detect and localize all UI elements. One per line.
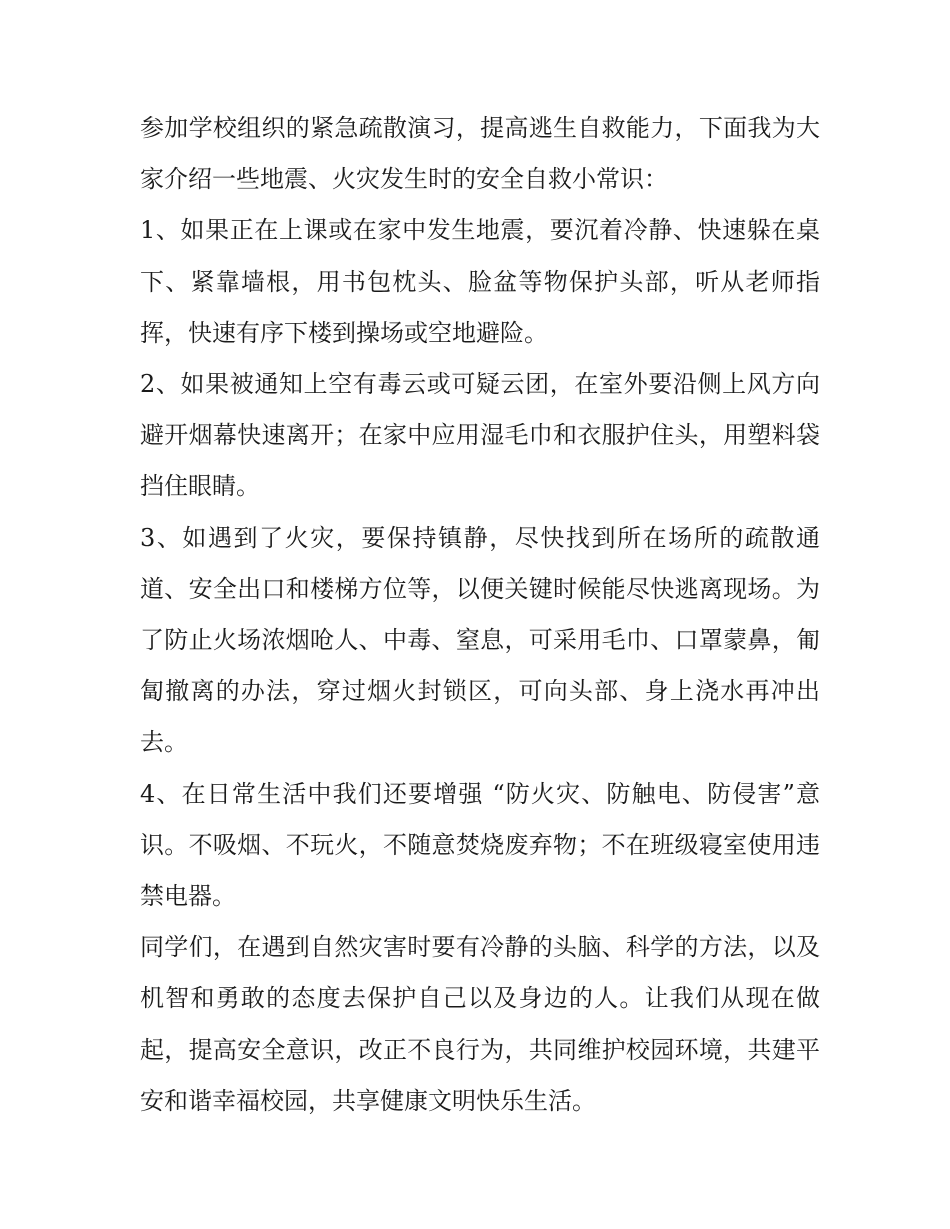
paragraph-toxic-cloud: 2、如果被通知上空有毒云或可疑云团，在室外要沿侧上风方向避开烟幕快速离开；在家中应用湿毛巾和衣服护住头，用塑料袋挡住眼睛。 (140, 370, 820, 501)
document-body (140, 103, 820, 1127)
paragraph-conclusion: 同学们，在遇到自然灾害时要有冷静的头脑、科学的方法，以及机智和勇敢的态度去保护自己以及身边的人。让我们从现在做起，提高安全意识，改正不良行为，共同维护校园环境，共建平安和谐幸福校园，共享健康文明快乐生活。 (140, 933, 820, 1115)
paragraph-intro: 参加学校组织的紧急疏散演习，提高逃生自救能力，下面我为大家介绍一些地震、火灾发生时的安全自救小常识： (140, 114, 820, 194)
paragraph-earthquake: 1、如果正在上课或在家中发生地震，要沉着冷静、快速躲在桌下、紧靠墙根，用书包枕头、脸盆等物保护头部，听从老师指挥，快速有序下楼到操场或空地避险。 (140, 216, 820, 347)
paragraph-fire: 3、如遇到了火灾，要保持镇静，尽快找到所在场所的疏散通道、安全出口和楼梯方位等，以便关键时候能尽快逃离现场。为了防止火场浓烟呛人、中毒、窒息，可采用毛巾、口罩蒙鼻，匍匐撤离的办法，穿过烟火封锁区，可向头部、身上浇水再冲出去。 (140, 523, 820, 757)
paragraph-daily-safety: 4、在日常生活中我们还要增强 “防火灾、防触电、防侵害”意识。不吸烟、不玩火，不随意焚烧废弃物；不在班级寝室使用违禁电器。 (140, 779, 820, 911)
